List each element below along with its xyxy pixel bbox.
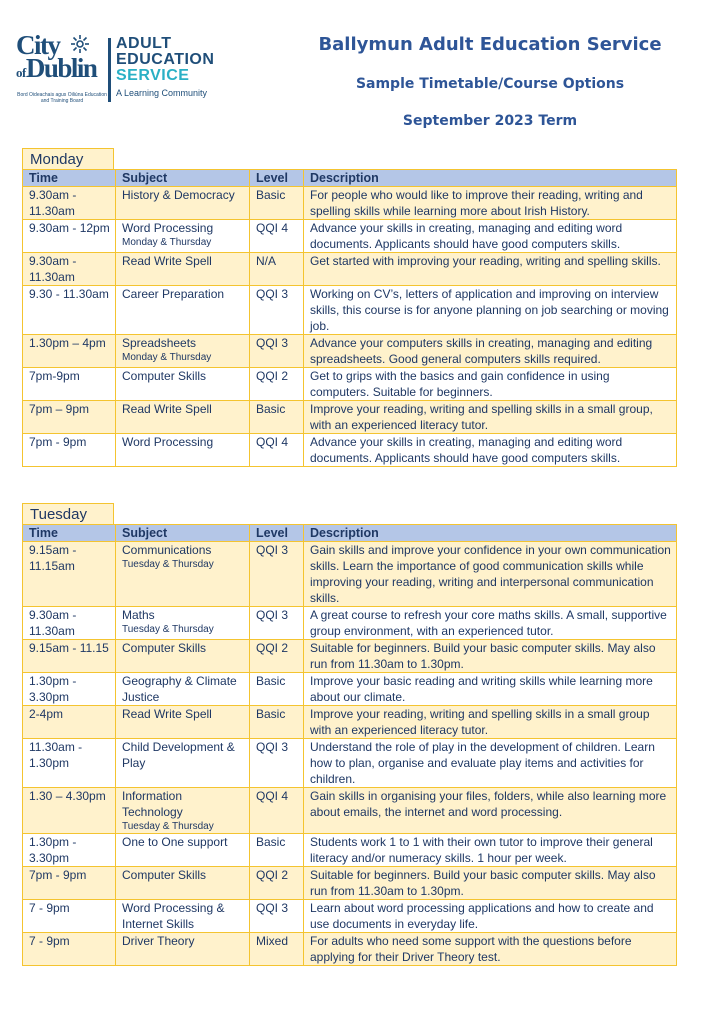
table-row: [23, 834, 677, 867]
table-row: [23, 335, 677, 368]
subject-name: Word Processing: [122, 221, 214, 235]
time-cell: 1.30pm - 3.30pm: [23, 834, 116, 867]
subject-cell: [116, 542, 250, 607]
subject-name: Computer Skills: [122, 641, 207, 655]
subject-days: Monday & Thursday: [122, 352, 212, 363]
table-row: [23, 867, 677, 900]
table-row: [23, 368, 677, 401]
logo-of-text: of: [16, 65, 26, 80]
subject-cell: [116, 933, 250, 966]
logo-adult-text: ADULT: [116, 35, 172, 52]
logo-etb-text: Bord Oideachais agus Oiliúna Education and Training Board: [17, 92, 107, 104]
subject-name: Child Development & Play: [122, 740, 235, 770]
subject-cell: [116, 640, 250, 673]
table-row: [23, 607, 677, 640]
table-row: [23, 401, 677, 434]
description-cell: Improve your basic reading and writing skills while learning more about our climate.: [304, 673, 677, 706]
day-label: Monday: [22, 148, 114, 169]
table-row: [23, 220, 677, 253]
level-cell: QQI 2: [250, 640, 304, 673]
subject-name: Read Write Spell: [122, 254, 212, 268]
timetable: [22, 169, 677, 467]
column-header-level: Level: [250, 170, 304, 187]
subject-days: Tuesday & Thursday: [122, 559, 214, 570]
column-header-time: Time: [23, 525, 116, 542]
level-cell: QQI 3: [250, 335, 304, 368]
column-header-description: Description: [304, 525, 677, 542]
subject-cell: [116, 834, 250, 867]
table-row: [23, 286, 677, 335]
subject-name: Word Processing & Internet Skills: [122, 901, 225, 931]
description-cell: Advance your skills in creating, managing and editing word documents. Applicants should have good computers skills.: [304, 434, 677, 467]
page-title: Ballymun Adult Education Service: [318, 34, 662, 55]
logo-divider: [108, 38, 111, 102]
level-cell: QQI 3: [250, 607, 304, 640]
time-cell: 1.30pm – 4pm: [23, 335, 116, 368]
column-header-description: Description: [304, 170, 677, 187]
table-row: [23, 542, 677, 607]
subject-name: One to One support: [122, 835, 228, 849]
logo-city-text: City: [16, 30, 60, 60]
subject-days: Tuesday & Thursday: [122, 821, 214, 832]
subject-name: Computer Skills: [122, 868, 207, 882]
table-header-row: [23, 525, 677, 542]
time-cell: 1.30pm - 3.30pm: [23, 673, 116, 706]
description-cell: Suitable for beginners. Build your basic computer skills. May also run from 11.30am to 1.30pm.: [304, 640, 677, 673]
subject-days: Tuesday & Thursday: [122, 624, 214, 635]
subject-cell: [116, 335, 250, 368]
subject-cell: [116, 286, 250, 335]
table-row: [23, 788, 677, 834]
description-cell: Gain skills in organising your files, folders, while also learning more about emails, the internet and word processing.: [304, 788, 677, 834]
time-cell: 2-4pm: [23, 706, 116, 739]
time-cell: 9.30am - 12pm: [23, 220, 116, 253]
level-cell: QQI 3: [250, 542, 304, 607]
level-cell: QQI 3: [250, 739, 304, 788]
subject-name: Driver Theory: [122, 934, 195, 948]
subject-name: Career Preparation: [122, 287, 225, 301]
description-cell: Advance your skills in creating, managing and editing word documents. Applicants should have good computers skills.: [304, 220, 677, 253]
description-cell: Advance your computers skills in creating, managing and editing spreadsheets. Good general computers skills required.: [304, 335, 677, 368]
logo: [10, 28, 248, 114]
level-cell: N/A: [250, 253, 304, 286]
page-subtitle: Sample Timetable/Course Options: [355, 76, 625, 92]
column-header-time: Time: [23, 170, 116, 187]
monday-schedule: [22, 148, 676, 467]
table-row: [23, 739, 677, 788]
subject-cell: [116, 900, 250, 933]
etb-emblem-icon: [70, 34, 90, 54]
timetable: [22, 524, 677, 966]
subject-name: Maths: [122, 608, 155, 622]
description-cell: Suitable for beginners. Build your basic computer skills. May also run from 11.30am to 1.30pm.: [304, 867, 677, 900]
subject-name: Word Processing: [122, 435, 214, 449]
subject-name: Read Write Spell: [122, 707, 212, 721]
subject-name: Read Write Spell: [122, 402, 212, 416]
subject-days: Monday & Thursday: [122, 237, 212, 248]
description-cell: Students work 1 to 1 with their own tutor to improve their general literacy and/or numeracy skills. 1 hour per week.: [304, 834, 677, 867]
time-cell: 7 - 9pm: [23, 933, 116, 966]
table-row: [23, 434, 677, 467]
description-cell: For adults who need some support with the questions before applying for their Driver Theory test.: [304, 933, 677, 966]
subject-cell: [116, 607, 250, 640]
subject-cell: [116, 739, 250, 788]
logo-tagline: A Learning Community: [116, 88, 208, 98]
subject-cell: [116, 673, 250, 706]
description-cell: Learn about word processing applications and how to create and use documents in everyday life.: [304, 900, 677, 933]
level-cell: QQI 4: [250, 788, 304, 834]
time-cell: 9.30am - 11.30am: [23, 187, 116, 220]
level-cell: QQI 2: [250, 368, 304, 401]
table-row: [23, 706, 677, 739]
time-cell: 11.30am - 1.30pm: [23, 739, 116, 788]
time-cell: 7 - 9pm: [23, 900, 116, 933]
logo-dublin-text: Dublin: [25, 53, 97, 83]
subject-cell: [116, 706, 250, 739]
subject-name: Geography & Climate Justice: [122, 674, 237, 704]
table-row: [23, 933, 677, 966]
time-cell: 7pm - 9pm: [23, 434, 116, 467]
column-header-subject: Subject: [116, 525, 250, 542]
time-cell: 1.30 – 4.30pm: [23, 788, 116, 834]
time-cell: 9.30am - 11.30am: [23, 607, 116, 640]
level-cell: Basic: [250, 673, 304, 706]
level-cell: QQI 3: [250, 286, 304, 335]
adult-education-service-logo: [116, 36, 240, 84]
description-cell: Understand the role of play in the development of children. Learn how to plan, organise and evaluate play items and activities for children.: [304, 739, 677, 788]
subject-cell: [116, 434, 250, 467]
level-cell: Basic: [250, 187, 304, 220]
subject-cell: [116, 788, 250, 834]
description-cell: Improve your reading, writing and spelling skills in a small group, with an experienced literacy tutor.: [304, 401, 677, 434]
subject-name: Spreadsheets: [122, 336, 197, 350]
table-row: [23, 673, 677, 706]
level-cell: Mixed: [250, 933, 304, 966]
time-cell: 9.15am - 11.15: [23, 640, 116, 673]
description-cell: Improve your reading, writing and spelling skills in a small group with an experienced literacy tutor.: [304, 706, 677, 739]
time-cell: 7pm – 9pm: [23, 401, 116, 434]
description-cell: Get started with improving your reading, writing and spelling skills.: [304, 253, 677, 286]
description-cell: A great course to refresh your core maths skills. A small, supportive group environment, with an experienced tutor.: [304, 607, 677, 640]
table-header-row: [23, 170, 677, 187]
level-cell: QQI 4: [250, 434, 304, 467]
subject-cell: [116, 253, 250, 286]
level-cell: QQI 4: [250, 220, 304, 253]
time-cell: 9.30 - 11.30am: [23, 286, 116, 335]
time-cell: 9.15am - 11.15am: [23, 542, 116, 607]
subject-cell: [116, 187, 250, 220]
logo-education-text: EDUCATION: [116, 51, 215, 68]
subject-cell: [116, 401, 250, 434]
level-cell: QQI 3: [250, 900, 304, 933]
subject-cell: [116, 867, 250, 900]
subject-name: Communications: [122, 543, 212, 557]
table-row: [23, 253, 677, 286]
time-cell: 7pm-9pm: [23, 368, 116, 401]
level-cell: QQI 2: [250, 867, 304, 900]
level-cell: Basic: [250, 401, 304, 434]
table-row: [23, 900, 677, 933]
level-cell: Basic: [250, 706, 304, 739]
description-cell: Get to grips with the basics and gain confidence in using computers. Suitable for beginners.: [304, 368, 677, 401]
logo-service-text: SERVICE: [116, 67, 190, 84]
tuesday-schedule: [22, 503, 676, 966]
subject-name: Computer Skills: [122, 369, 207, 383]
table-row: [23, 640, 677, 673]
subject-cell: [116, 220, 250, 253]
description-cell: Gain skills and improve your confidence in your own communication skills. Learn the importance of good communication skills while improving your reading, writing and interpersonal communication skills.: [304, 542, 677, 607]
description-cell: For people who would like to improve their reading, writing and spelling skills while learning more about Irish History.: [304, 187, 677, 220]
table-row: [23, 187, 677, 220]
level-cell: Basic: [250, 834, 304, 867]
time-cell: 9.30am - 11.30am: [23, 253, 116, 286]
subject-name: History & Democracy: [122, 188, 235, 202]
subject-name: Information Technology: [122, 789, 183, 819]
column-header-subject: Subject: [116, 170, 250, 187]
column-header-level: Level: [250, 525, 304, 542]
term-heading: September 2023 Term: [402, 113, 578, 129]
subject-cell: [116, 368, 250, 401]
day-label: Tuesday: [22, 503, 114, 524]
description-cell: Working on CV’s, letters of application and improving on interview skills, this course is for anyone planning on job searching or moving job.: [304, 286, 677, 335]
time-cell: 7pm - 9pm: [23, 867, 116, 900]
